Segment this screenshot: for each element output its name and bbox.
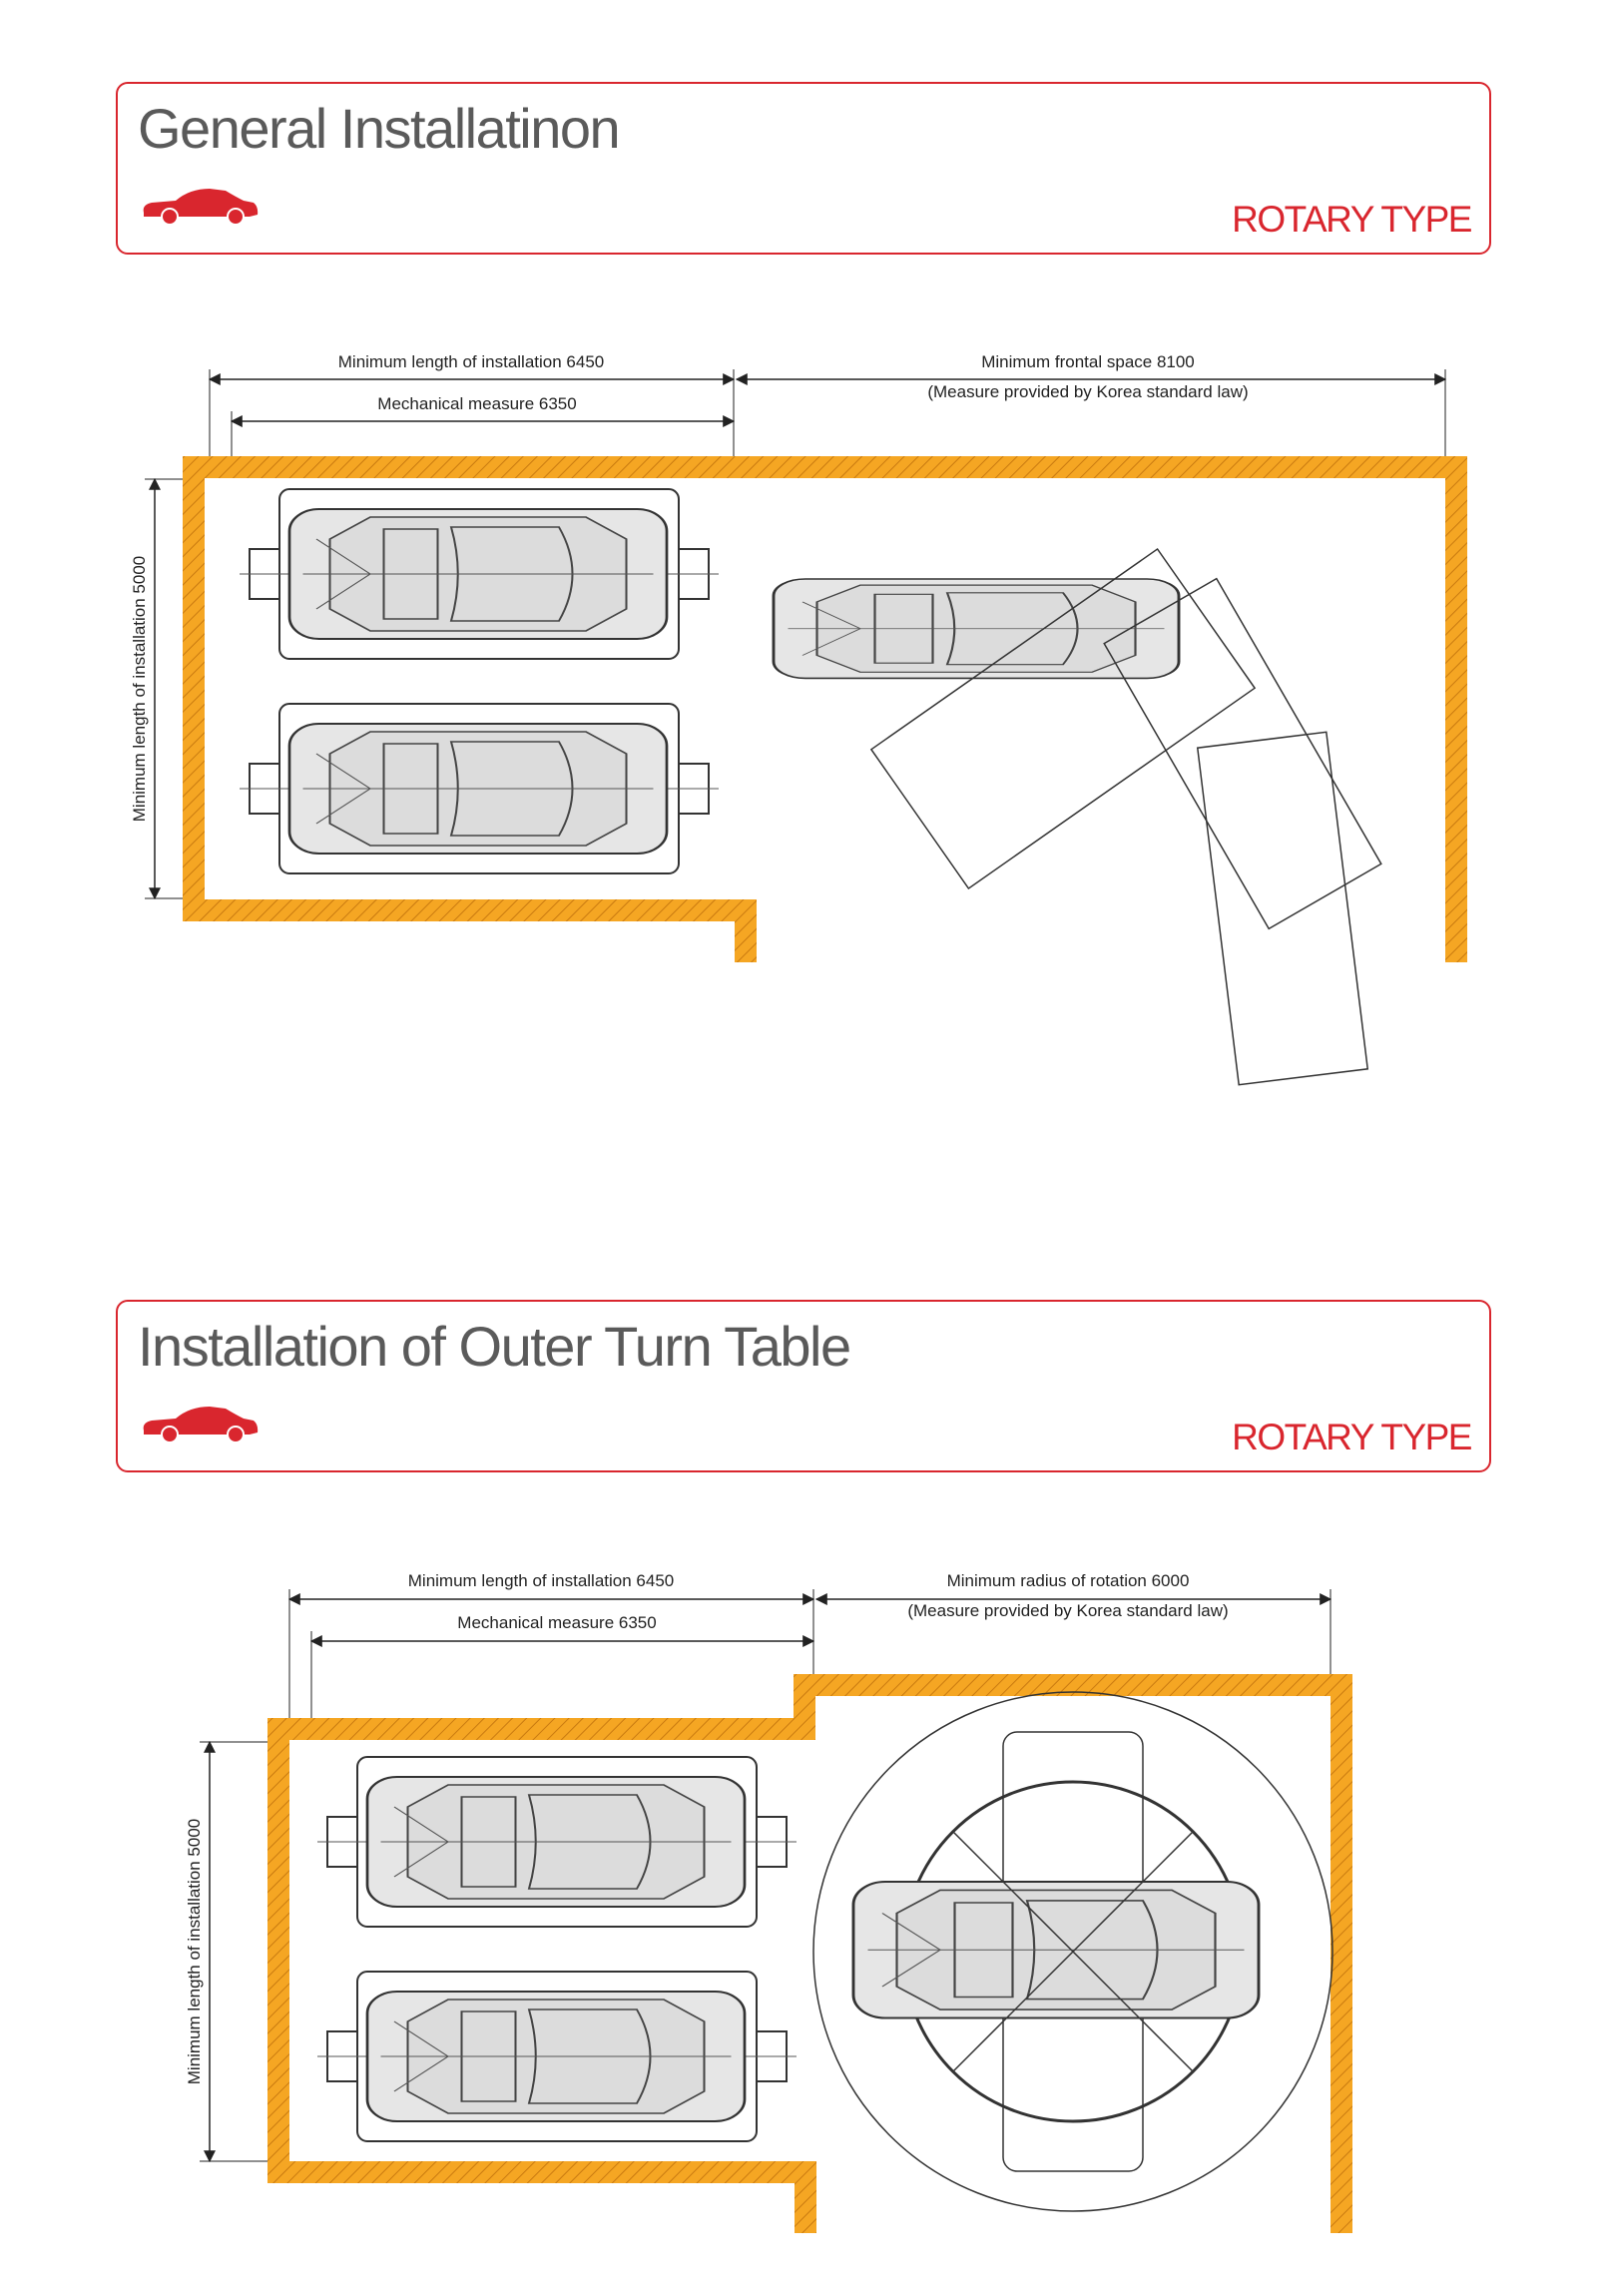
car-icon <box>140 1403 260 1444</box>
parking-pallet-lower <box>240 704 719 873</box>
label-min-length: Minimum length of installation 6450 <box>337 352 605 371</box>
label-front-space: Minimum frontal space 8100 <box>981 352 1195 371</box>
outer-turn-table-diagram <box>0 1552 1597 2296</box>
section-title: General Installatinon <box>138 97 620 160</box>
car-on-turn-table <box>853 1882 1259 2018</box>
label-radius: Minimum radius of rotation 6000 <box>946 1571 1190 1590</box>
label-vertical: Minimum length of installation 5000 <box>185 1818 204 2085</box>
label-radius-note: (Measure provided by Korea standard law) <box>907 1601 1229 1620</box>
general-installation-diagram <box>0 329 1597 1208</box>
parking-pallet-lower <box>317 1972 797 2141</box>
label-vertical: Minimum length of installation 5000 <box>130 555 149 823</box>
section-header-general <box>116 82 1491 255</box>
car-icon <box>140 185 260 227</box>
section-title: Installation of Outer Turn Table <box>138 1315 850 1378</box>
section-subtitle: ROTARY TYPE <box>1232 1417 1471 1457</box>
label-mech-measure: Mechanical measure 6350 <box>457 1613 657 1632</box>
parking-pallet-upper <box>240 489 719 659</box>
label-mech-measure: Mechanical measure 6350 <box>377 394 577 413</box>
section-header-outer-turn-table <box>116 1300 1491 1472</box>
car-front-position <box>774 579 1179 678</box>
label-min-length: Minimum length of installation 6450 <box>407 1571 675 1590</box>
parking-pallet-upper <box>317 1757 797 1927</box>
section-subtitle: ROTARY TYPE <box>1232 199 1471 240</box>
label-front-note: (Measure provided by Korea standard law) <box>927 382 1249 401</box>
